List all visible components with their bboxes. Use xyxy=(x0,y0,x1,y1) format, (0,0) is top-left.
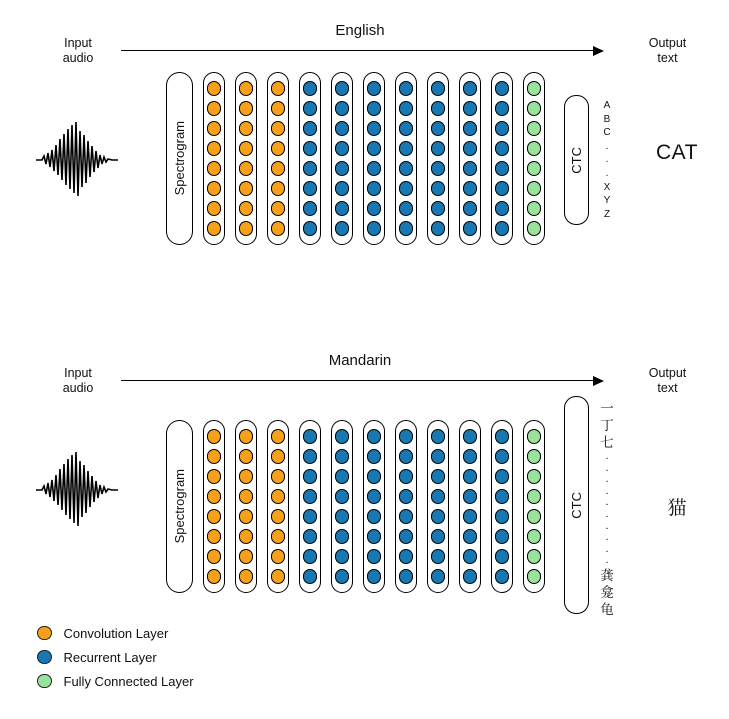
layer-column-recurrent xyxy=(363,72,385,245)
input-label-line1: Input xyxy=(64,36,92,50)
timeline-arrow-head-icon xyxy=(593,46,604,56)
neuron-dot xyxy=(207,549,222,564)
neuron-dot xyxy=(463,529,478,544)
neuron-dot xyxy=(207,529,222,544)
neuron-dot xyxy=(303,489,318,504)
neuron-dot xyxy=(239,549,254,564)
neuron-dot xyxy=(527,549,542,564)
neuron-dot xyxy=(463,181,478,196)
input-label-line2: audio xyxy=(62,51,94,65)
neuron-dot xyxy=(527,429,542,444)
neuron-dot xyxy=(303,141,318,156)
neuron-dot xyxy=(335,529,350,544)
neuron-dot xyxy=(207,181,222,196)
neuron-dot xyxy=(207,509,222,524)
neuron-dot xyxy=(431,101,446,116)
neuron-dot xyxy=(431,469,446,484)
neuron-dot xyxy=(335,161,350,176)
neuron-dot xyxy=(431,201,446,216)
neuron-dot xyxy=(335,81,350,96)
neuron-dot xyxy=(239,141,254,156)
vocab-char: 一 xyxy=(600,401,614,416)
layer-column-recurrent xyxy=(331,72,353,245)
neuron-dot xyxy=(463,101,478,116)
vocab-char: X xyxy=(603,181,611,193)
neuron-dot xyxy=(399,429,414,444)
neuron-dot xyxy=(207,429,222,444)
neuron-dot xyxy=(399,221,414,236)
vocab-char: Z xyxy=(603,208,611,220)
legend-row-recurrent xyxy=(37,645,194,669)
neuron-dot xyxy=(399,449,414,464)
neuron-dot xyxy=(335,549,350,564)
neuron-dot xyxy=(367,529,382,544)
layer-column-recurrent xyxy=(299,420,321,593)
vocabulary-list xyxy=(596,99,618,221)
input-audio-label xyxy=(55,36,101,66)
neuron-dot xyxy=(239,81,254,96)
spectrogram-box xyxy=(166,420,193,593)
neuron-dot xyxy=(495,569,510,584)
ellipsis-dot: . xyxy=(605,507,609,520)
neuron-dot xyxy=(271,161,286,176)
ellipsis-dot: . xyxy=(605,473,609,486)
neuron-dot xyxy=(239,489,254,504)
neuron-dot xyxy=(207,201,222,216)
layer-column-recurrent xyxy=(427,72,449,245)
layer-columns xyxy=(203,72,545,245)
layer-column-convolution xyxy=(203,420,225,593)
neuron-dot xyxy=(495,101,510,116)
layer-column-recurrent xyxy=(427,420,449,593)
vocab-char: C xyxy=(603,127,611,139)
neuron-dot xyxy=(239,121,254,136)
neuron-dot xyxy=(367,181,382,196)
neuron-dot xyxy=(303,509,318,524)
layer-column-recurrent xyxy=(363,420,385,593)
layer-column-recurrent xyxy=(395,72,417,245)
neuron-dot xyxy=(335,449,350,464)
output-label-line1: Output xyxy=(648,36,687,50)
neuron-dot xyxy=(399,101,414,116)
input-label-line1: Input xyxy=(64,366,92,380)
neuron-dot xyxy=(335,221,350,236)
neuron-dot xyxy=(495,549,510,564)
layer-column-recurrent xyxy=(459,72,481,245)
neuron-dot xyxy=(207,569,222,584)
output-word: CAT xyxy=(656,141,698,164)
ellipsis-dot: . xyxy=(605,496,609,509)
neuron-dot xyxy=(463,429,478,444)
neuron-dot xyxy=(239,101,254,116)
neuron-dot xyxy=(431,81,446,96)
layer-columns xyxy=(203,420,545,593)
neuron-dot xyxy=(271,429,286,444)
layer-column-recurrent xyxy=(395,420,417,593)
neuron-dot xyxy=(495,181,510,196)
neuron-dot xyxy=(239,181,254,196)
neuron-dot xyxy=(303,101,318,116)
neuron-dot xyxy=(495,529,510,544)
neuron-dot xyxy=(527,161,542,176)
neuron-dot xyxy=(399,569,414,584)
audio-waveform-icon xyxy=(36,117,118,203)
neuron-dot xyxy=(431,141,446,156)
neuron-dot xyxy=(335,469,350,484)
neuron-dot xyxy=(495,469,510,484)
neuron-dot xyxy=(527,81,542,96)
neuron-dot xyxy=(527,101,542,116)
neuron-dot xyxy=(335,101,350,116)
neuron-dot xyxy=(399,509,414,524)
layer-column-convolution xyxy=(235,420,257,593)
layer-column-recurrent xyxy=(491,72,513,245)
neuron-dot xyxy=(303,81,318,96)
ctc-box xyxy=(564,95,589,225)
neuron-dot xyxy=(239,449,254,464)
neuron-dot xyxy=(271,221,286,236)
neuron-dot xyxy=(527,201,542,216)
vocab-char: 龛 xyxy=(600,584,614,600)
neuron-dot xyxy=(527,569,542,584)
neuron-dot xyxy=(367,201,382,216)
layer-column-convolution xyxy=(235,72,257,245)
neuron-dot xyxy=(239,569,254,584)
neuron-dot xyxy=(399,181,414,196)
neuron-dot xyxy=(303,429,318,444)
neuron-dot xyxy=(367,469,382,484)
timeline-arrow-line xyxy=(121,380,595,381)
network-layers-row xyxy=(166,72,545,245)
output-text-label xyxy=(640,366,695,396)
neuron-dot xyxy=(207,121,222,136)
neuron-dot xyxy=(463,221,478,236)
ellipsis-dot: . xyxy=(605,519,609,532)
neuron-dot xyxy=(335,201,350,216)
diagram-mandarin xyxy=(0,330,729,618)
spectrogram-box xyxy=(166,72,193,245)
neuron-dot xyxy=(271,81,286,96)
neuron-dot xyxy=(303,121,318,136)
neuron-dot xyxy=(271,141,286,156)
neuron-dot xyxy=(335,489,350,504)
network-layers-row xyxy=(166,420,545,593)
neuron-dot xyxy=(335,181,350,196)
neuron-dot xyxy=(527,489,542,504)
neuron-dot xyxy=(367,569,382,584)
neuron-dot xyxy=(431,509,446,524)
layer-column-recurrent xyxy=(331,420,353,593)
vocab-char: A xyxy=(603,100,611,111)
input-label-line2: audio xyxy=(62,381,94,395)
layer-column-recurrent xyxy=(491,420,513,593)
legend-label: Convolution Layer xyxy=(63,625,169,641)
neuron-dot xyxy=(303,469,318,484)
neuron-dot xyxy=(335,141,350,156)
convolution-layer-swatch-icon xyxy=(37,626,52,641)
neuron-dot xyxy=(303,161,318,176)
neuron-dot xyxy=(239,429,254,444)
neuron-dot xyxy=(303,529,318,544)
output-label-line2: text xyxy=(657,381,678,395)
neuron-dot xyxy=(399,529,414,544)
neuron-dot xyxy=(527,181,542,196)
legend xyxy=(37,621,194,693)
legend-row-convolution xyxy=(37,621,194,645)
output-label-line1: Output xyxy=(648,366,687,380)
neuron-dot xyxy=(335,569,350,584)
neuron-dot xyxy=(495,449,510,464)
neuron-dot xyxy=(335,121,350,136)
neuron-dot xyxy=(239,469,254,484)
neuron-dot xyxy=(463,489,478,504)
neuron-dot xyxy=(367,101,382,116)
neuron-dot xyxy=(431,449,446,464)
spectrogram-label: Spectrogram xyxy=(172,469,187,544)
neuron-dot xyxy=(463,201,478,216)
neuron-dot xyxy=(239,221,254,236)
neuron-dot xyxy=(463,509,478,524)
neuron-dot xyxy=(271,549,286,564)
neuron-dot xyxy=(367,221,382,236)
neuron-dot xyxy=(463,569,478,584)
input-audio-label xyxy=(55,366,101,396)
neuron-dot xyxy=(495,201,510,216)
neuron-dot xyxy=(303,549,318,564)
neuron-dot xyxy=(431,569,446,584)
vocab-char: 龟 xyxy=(600,601,614,617)
neuron-dot xyxy=(527,509,542,524)
vocab-char: B xyxy=(603,113,611,125)
neuron-dot xyxy=(271,469,286,484)
neuron-dot xyxy=(271,489,286,504)
neuron-dot xyxy=(495,81,510,96)
neuron-dot xyxy=(463,449,478,464)
neuron-dot xyxy=(495,161,510,176)
neuron-dot xyxy=(271,121,286,136)
neuron-dot xyxy=(463,549,478,564)
neuron-dot xyxy=(399,489,414,504)
layer-column-fully-connected xyxy=(523,420,545,593)
ctc-label: CTC xyxy=(569,146,584,174)
layer-column-recurrent xyxy=(299,72,321,245)
neuron-dot xyxy=(495,141,510,156)
vocab-char: 丁 xyxy=(600,418,614,433)
ellipsis-dot: . xyxy=(605,450,609,462)
neuron-dot xyxy=(367,121,382,136)
neuron-dot xyxy=(271,181,286,196)
neuron-dot xyxy=(207,489,222,504)
layer-column-fully-connected xyxy=(523,72,545,245)
neuron-dot xyxy=(527,449,542,464)
output-label-line2: text xyxy=(657,51,678,65)
neuron-dot xyxy=(239,161,254,176)
layer-column-convolution xyxy=(203,72,225,245)
neuron-dot xyxy=(367,429,382,444)
neuron-dot xyxy=(431,489,446,504)
neuron-dot xyxy=(399,81,414,96)
neuron-dot xyxy=(399,201,414,216)
neuron-dot xyxy=(239,201,254,216)
ellipsis-dot: . xyxy=(605,461,609,474)
vocab-char: 龚 xyxy=(600,567,614,583)
ellipsis-dot: . xyxy=(605,554,609,567)
neuron-dot xyxy=(527,529,542,544)
diagram-title: Mandarin xyxy=(328,352,392,369)
neuron-dot xyxy=(239,509,254,524)
ctc-label: CTC xyxy=(569,491,584,519)
ellipsis-dot: . xyxy=(605,140,609,152)
neuron-dot xyxy=(463,141,478,156)
neuron-dot xyxy=(335,429,350,444)
timeline-arrow-line xyxy=(121,50,595,51)
neuron-dot xyxy=(207,469,222,484)
fully-connected-layer-swatch-icon xyxy=(37,674,52,689)
neuron-dot xyxy=(399,469,414,484)
neuron-dot xyxy=(431,529,446,544)
neuron-dot xyxy=(527,469,542,484)
neuron-dot xyxy=(271,529,286,544)
ellipsis-dot: . xyxy=(605,531,609,544)
neuron-dot xyxy=(495,489,510,504)
neuron-dot xyxy=(399,161,414,176)
neuron-dot xyxy=(303,221,318,236)
layer-column-convolution xyxy=(267,72,289,245)
neuron-dot xyxy=(431,549,446,564)
ellipsis-dot: . xyxy=(605,542,609,555)
neuron-dot xyxy=(367,161,382,176)
recurrent-layer-swatch-icon xyxy=(37,650,52,665)
vocab-char: 七 xyxy=(600,435,614,450)
vocabulary-list xyxy=(596,400,618,618)
neuron-dot xyxy=(431,161,446,176)
neuron-dot xyxy=(207,101,222,116)
ellipsis-dot: . xyxy=(605,154,609,166)
neuron-dot xyxy=(495,509,510,524)
neuron-dot xyxy=(303,449,318,464)
neuron-dot xyxy=(271,101,286,116)
neuron-dot xyxy=(207,221,222,236)
spectrogram-label: Spectrogram xyxy=(172,121,187,196)
neuron-dot xyxy=(271,201,286,216)
layer-column-recurrent xyxy=(459,420,481,593)
output-word: 猫 xyxy=(667,498,687,519)
neuron-dot xyxy=(399,141,414,156)
neuron-dot xyxy=(495,429,510,444)
neuron-dot xyxy=(463,161,478,176)
neuron-dot xyxy=(271,509,286,524)
neuron-dot xyxy=(207,141,222,156)
timeline-arrow-head-icon xyxy=(593,376,604,386)
neuron-dot xyxy=(527,141,542,156)
neuron-dot xyxy=(239,529,254,544)
legend-label: Fully Connected Layer xyxy=(63,673,194,689)
neuron-dot xyxy=(367,81,382,96)
neuron-dot xyxy=(367,509,382,524)
neuron-dot xyxy=(271,449,286,464)
neuron-dot xyxy=(463,469,478,484)
legend-row-fully-connected xyxy=(37,669,194,693)
neuron-dot xyxy=(303,201,318,216)
neuron-dot xyxy=(463,81,478,96)
neuron-dot xyxy=(431,429,446,444)
neuron-dot xyxy=(303,569,318,584)
neuron-dot xyxy=(431,221,446,236)
neuron-dot xyxy=(399,121,414,136)
neuron-dot xyxy=(303,181,318,196)
neuron-dot xyxy=(399,549,414,564)
neuron-dot xyxy=(207,161,222,176)
neuron-dot xyxy=(527,121,542,136)
neuron-dot xyxy=(207,81,222,96)
neuron-dot xyxy=(367,489,382,504)
neuron-dot xyxy=(495,221,510,236)
neuron-dot xyxy=(367,449,382,464)
legend-label: Recurrent Layer xyxy=(63,649,157,665)
diagram-english xyxy=(0,0,729,330)
neuron-dot xyxy=(463,121,478,136)
diagram-title: English xyxy=(335,22,385,39)
neuron-dot xyxy=(271,569,286,584)
neuron-dot xyxy=(335,509,350,524)
ellipsis-dot: . xyxy=(605,167,609,179)
neuron-dot xyxy=(495,121,510,136)
neuron-dot xyxy=(367,141,382,156)
vocab-char: Y xyxy=(603,195,611,207)
neuron-dot xyxy=(431,121,446,136)
neuron-dot xyxy=(207,449,222,464)
layer-column-convolution xyxy=(267,420,289,593)
ellipsis-dot: . xyxy=(605,484,609,497)
audio-waveform-icon xyxy=(36,447,118,533)
neuron-dot xyxy=(527,221,542,236)
neuron-dot xyxy=(431,181,446,196)
output-text-label xyxy=(640,36,695,66)
neuron-dot xyxy=(367,549,382,564)
ctc-box xyxy=(564,396,589,614)
